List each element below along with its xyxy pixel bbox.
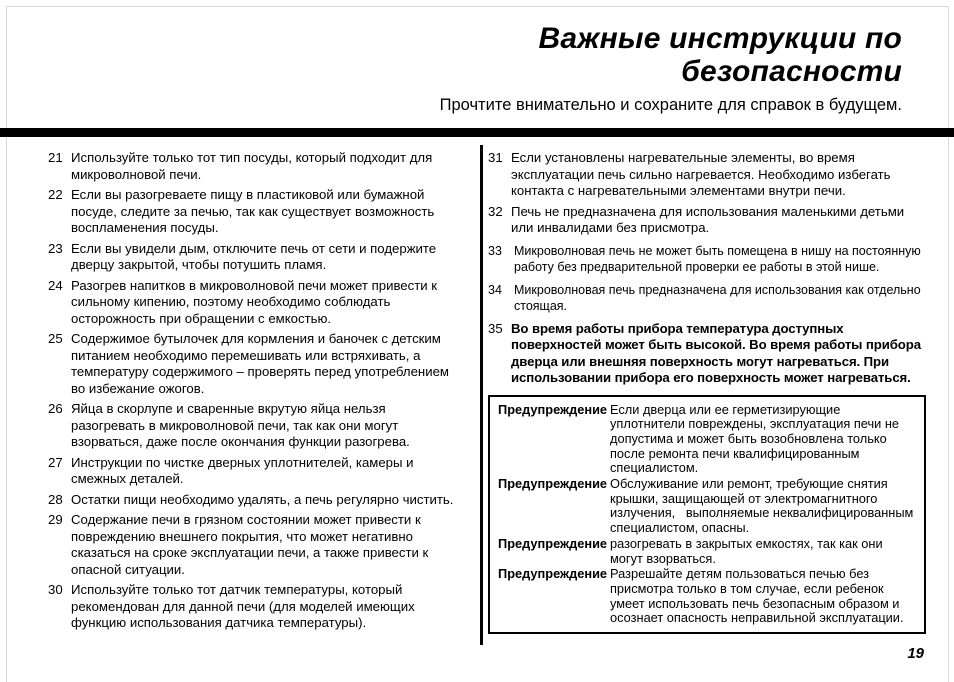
item-number: 21 — [48, 150, 63, 165]
item-number: 27 — [48, 454, 63, 470]
warning-text: разогревать в закрытых емкостях, так как они могут взорваться. — [610, 535, 887, 566]
instruction-item-32 — [488, 204, 930, 237]
instruction-item-31 — [488, 150, 930, 200]
warning-label: Предупреждение — [498, 476, 608, 492]
instruction-item-27 — [48, 455, 460, 488]
page-title-line2: безопасности — [681, 55, 902, 88]
warning-row-4 — [498, 567, 918, 626]
item-text: Микроволновая печь не может быть помещена в нишу на постоянную работу без предварительной проверки ее работы в этой нише. — [514, 243, 921, 274]
warning-text: Обслуживание или ремонт, требующие снятия крышки, защищающей от электромагнитного излучения, выполняемые неквалифицированным специалистом, опасны. — [610, 476, 917, 536]
item-number: 28 — [48, 491, 63, 507]
instruction-item-34 — [488, 282, 930, 315]
instruction-item-26 — [48, 401, 460, 451]
item-number: 33 — [488, 243, 502, 258]
item-text: Разогрев напитков в микроволновой печи может привести к сильному кипению, поэтому необходимо соблюдать осторожность при обращении с емкостью. — [71, 277, 438, 326]
item-number: 26 — [48, 401, 63, 416]
item-text: Используйте только тот датчик температуры, который рекомендован для данной печи (для моделей имеющих функцию использования датчика температуры). — [71, 582, 415, 630]
instruction-item-33 — [488, 243, 930, 276]
left-column — [48, 150, 460, 636]
item-text: Содержание печи в грязном состоянии может привести к повреждению внешнего покрытия, что может негативно сказаться на сроке эксплуатации печи, а также привести к опасной ситуации. — [71, 512, 429, 577]
instruction-item-23 — [48, 241, 460, 274]
item-text: Микроволновая печь предназначена для использования как отдельно стоящая. — [514, 282, 921, 313]
item-text: Печь не предназначена для использования маленькими детьми или инвалидами без присмотра. — [511, 203, 905, 235]
warning-label: Предупреждение — [498, 535, 608, 551]
item-text: Яйца в скорлупе и сваренные вкрутую яйца нельзя разогревать в микроволновой печи, так как они могут взорваться, даже после окончания функции разогрева. — [71, 401, 410, 449]
warning-text: Разрешайте детям пользоваться печью без присмотра только в том случае, если ребенок умеет использовать печь безопасным образом и осознает опасность неправильной эксплуатации. — [610, 566, 904, 626]
instruction-item-28 — [48, 492, 460, 509]
warning-row-1 — [498, 403, 918, 477]
item-number: 32 — [488, 203, 503, 219]
instruction-item-29 — [48, 512, 460, 578]
item-number: 30 — [48, 582, 63, 597]
item-number: 25 — [48, 331, 63, 346]
item-number: 22 — [48, 187, 63, 202]
item-number: 23 — [48, 240, 63, 256]
item-text: Если вы разогреваете пищу в пластиковой или бумажной посуде, следите за печью, так как существует возможность воспламенения посуды. — [71, 187, 435, 235]
header-rule — [0, 128, 954, 137]
item-number: 24 — [48, 277, 63, 293]
instruction-item-22 — [48, 187, 460, 237]
item-text: Если вы увидели дым, отключите печь от сети и подержите дверцу закрытой, чтобы потушить пламя. — [71, 240, 437, 272]
item-text: Используйте только тот тип посуды, который подходит для микроволновой печи. — [71, 150, 433, 182]
page-number: 19 — [907, 645, 924, 662]
warning-label: Предупреждение — [498, 566, 608, 582]
page-title — [440, 22, 902, 88]
warning-row-2 — [498, 477, 918, 536]
instruction-item-25 — [48, 331, 460, 397]
warning-row-3 — [498, 537, 918, 566]
item-text: Во время работы прибора температура доступных поверхностей может быть высокой. Во время работы прибора дверца или внешняя поверхность могут нагреваться. При использовании прибора его поверхность может нагреваться. — [511, 320, 921, 385]
item-number: 29 — [48, 512, 63, 527]
item-text: Остатки пищи необходимо удалять, а печь регулярно чистить. — [71, 491, 454, 507]
instruction-item-24 — [48, 278, 460, 328]
warning-text: Если дверца или ее герметизирующие уплотнители повреждены, эксплуатация печи не допустима и может быть возобновлена только после ремонта печи квалифицированным специалистом. — [610, 401, 903, 476]
page-subtitle: Прочтите внимательно и сохраните для справок в будущем. — [439, 96, 902, 114]
warning-label: Предупреждение — [498, 401, 608, 417]
instruction-item-30 — [48, 582, 460, 632]
page-title-line1: Важные инструкции по — [538, 22, 902, 55]
item-number: 31 — [488, 150, 503, 165]
instruction-item-21 — [48, 150, 460, 183]
item-number: 35 — [488, 320, 503, 336]
item-text: Содержимое бутылочек для кормления и баночек с детским питанием необходимо перемешивать или встряхивать, а температуру содержимого – проверять перед употреблением во избежание ожогов. — [71, 331, 449, 396]
item-text: Инструкции по чистке дверных уплотнителей, камеры и смежных деталей. — [71, 454, 414, 486]
page-header — [440, 22, 902, 115]
warning-box — [488, 395, 926, 635]
instruction-item-35 — [488, 321, 930, 387]
item-number: 34 — [488, 282, 502, 297]
column-divider — [480, 145, 483, 645]
item-text: Если установлены нагревательные элементы, во время эксплуатации печь сильно нагревается. Необходимо избегать контакта с нагревательными элементами внутри печи. — [511, 150, 891, 198]
right-column — [488, 150, 930, 634]
